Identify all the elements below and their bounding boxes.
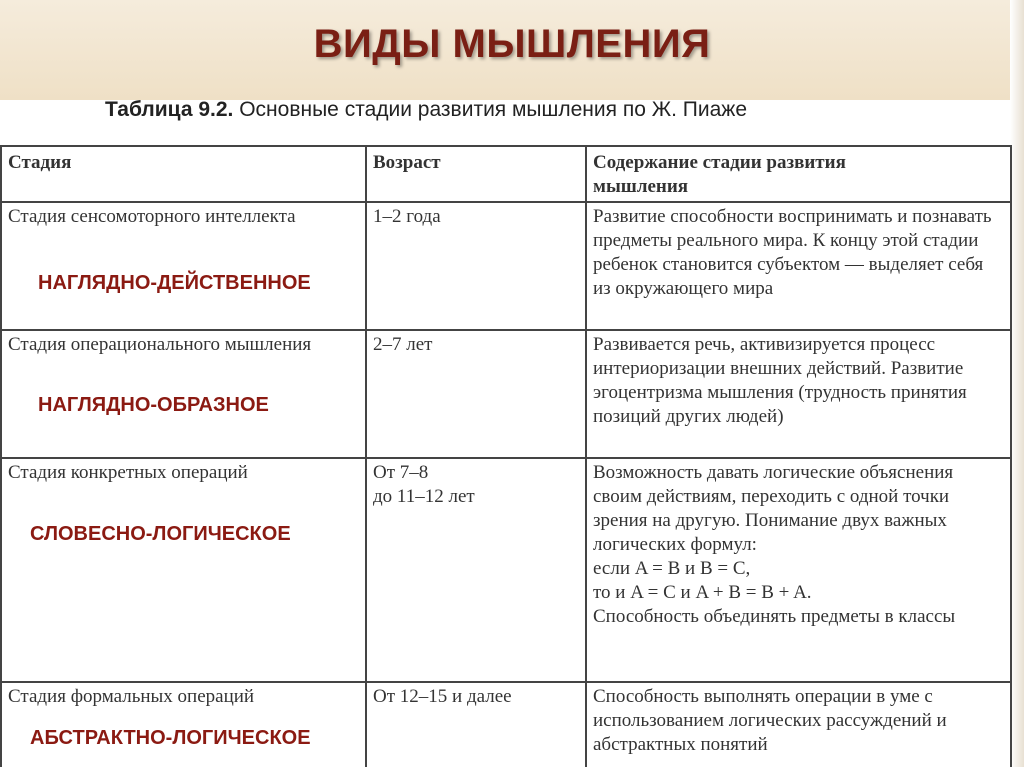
content-cell: Возможность давать логические объяснения своим действиям, переходить с одной точки зрения на другую. Понимание двух важных логических формул: если A = B и B = C, то и A = C и A + B = B + A. Способность объединять предметы в классы [586, 458, 1011, 682]
thinking-type-label-visual-figurative: НАГЛЯДНО-ОБРАЗНОЕ [38, 394, 269, 416]
table-header-row [1, 146, 1011, 202]
header-content: Содержание стадии развития мышления [586, 146, 1011, 202]
table-caption [105, 98, 985, 122]
age-cell: 1–2 года [366, 202, 586, 330]
thinking-type-label-verbal-logical: СЛОВЕСНО-ЛОГИЧЕСКОЕ [30, 523, 291, 545]
table-caption-label: Таблица 9.2. [105, 98, 234, 121]
age-cell: От 7–8 до 11–12 лет [366, 458, 586, 682]
table-row [1, 202, 1011, 330]
stage-cell: Стадия операционального мышления [1, 330, 366, 458]
table-row [1, 458, 1011, 682]
age-cell: 2–7 лет [366, 330, 586, 458]
header-age: Возраст [366, 146, 586, 202]
piaget-stages-table [0, 145, 1012, 767]
stage-cell: Стадия конкретных операций [1, 458, 366, 682]
thinking-type-label-visual-action: НАГЛЯДНО-ДЕЙСТВЕННОЕ [38, 272, 311, 294]
content-cell: Способность выполнять операции в уме с использованием логических рассуждений и абстрактных понятий [586, 682, 1011, 767]
slide-edge-shadow [1010, 0, 1024, 767]
age-cell: От 12–15 и далее [366, 682, 586, 767]
content-cell: Развивается речь, активизируется процесс интериоризации внешних действий. Развитие эгоцентризма мышления (трудность принятия позиций других людей) [586, 330, 1011, 458]
header-stage: Стадия [1, 146, 366, 202]
stage-cell: Стадия сенсомоторного интеллекта [1, 202, 366, 330]
table-caption-text: Основные стадии развития мышления по Ж. Пиаже [233, 98, 748, 121]
slide-title: ВИДЫ МЫШЛЕНИЯ [313, 22, 711, 66]
stage-cell: Стадия формальных операций [1, 682, 366, 767]
content-cell: Развитие способности воспринимать и познавать предметы реального мира. К концу этой стадии ребенок становится субъектом — выделяет себя из окружающего мира [586, 202, 1011, 330]
table-row [1, 682, 1011, 767]
thinking-type-label-abstract-logical: АБСТРАКТНО-ЛОГИЧЕСКОЕ [30, 727, 311, 749]
